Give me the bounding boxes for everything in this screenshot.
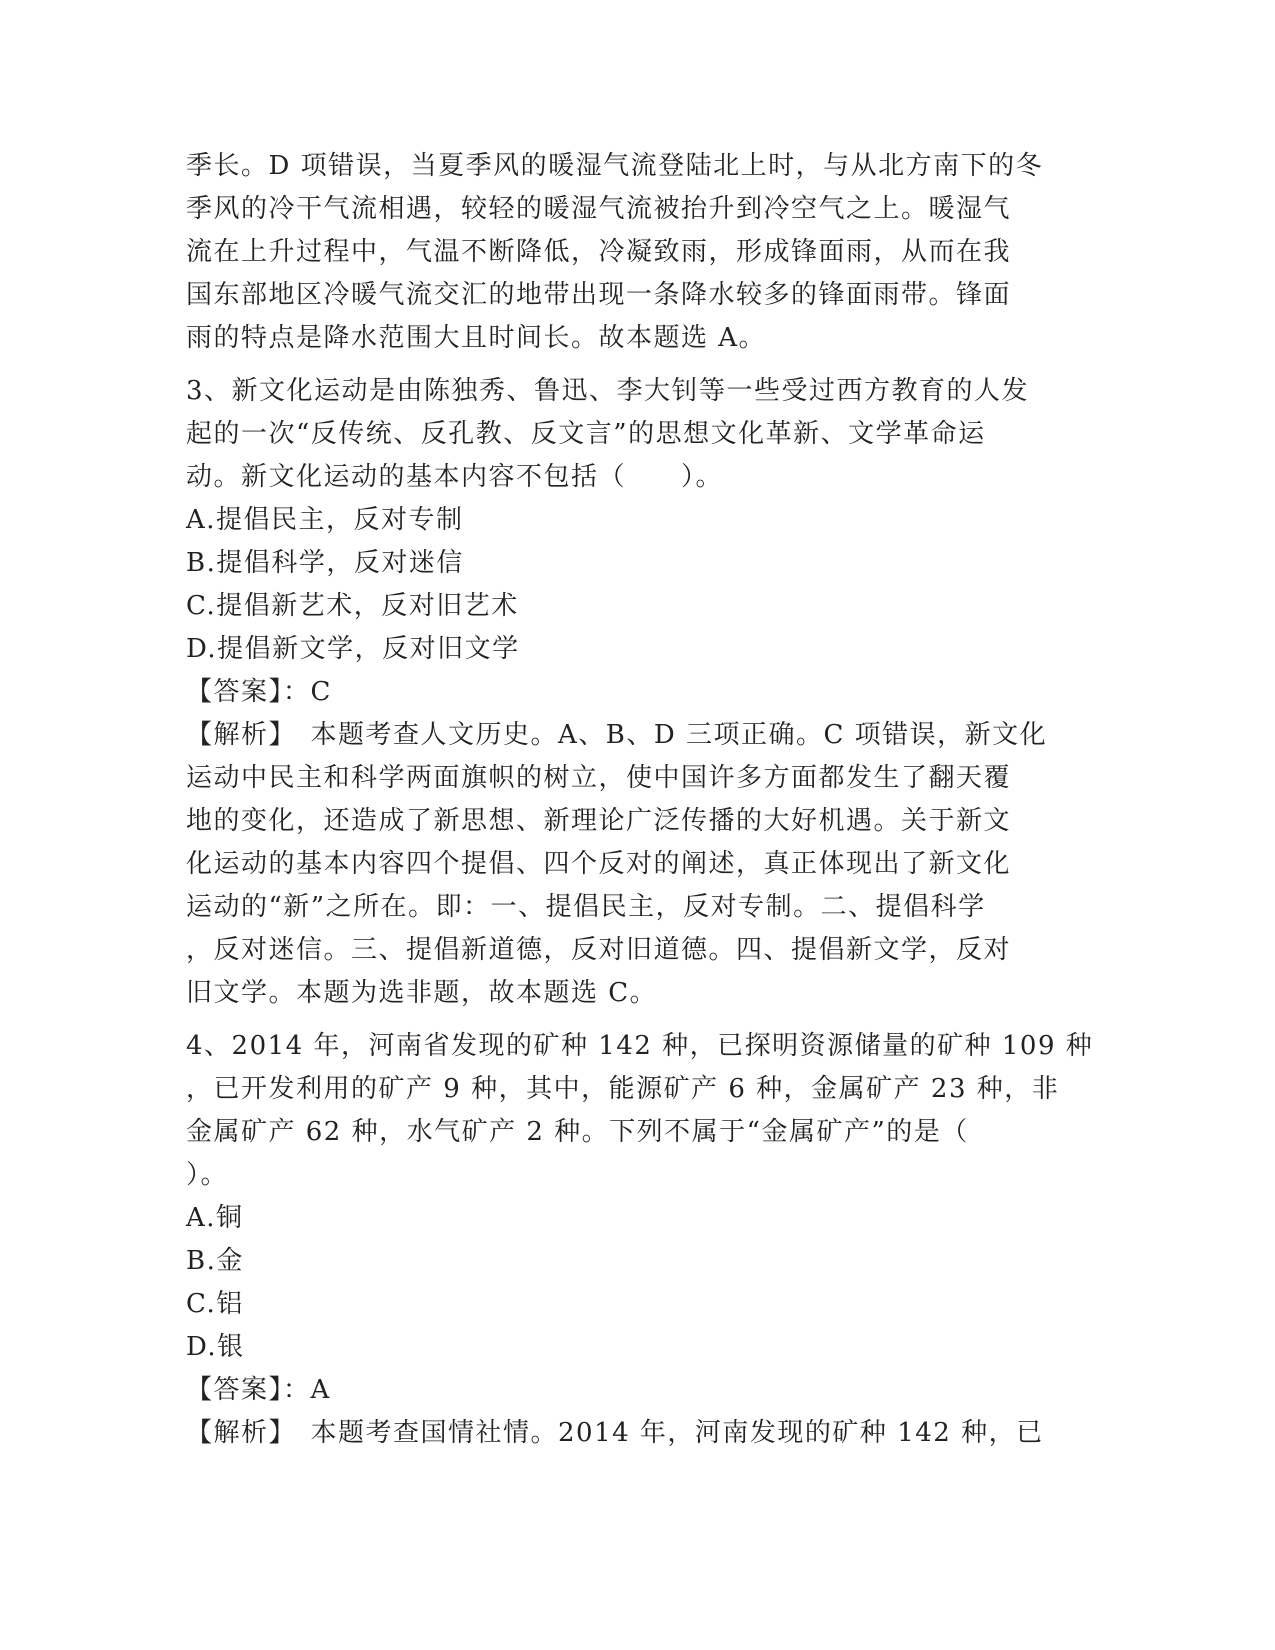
paragraph-gap <box>186 1015 1096 1025</box>
question-3-stem-line: 3、新文化运动是由陈独秀、鲁迅、李大钊等一些受过西方教育的人发 <box>186 376 1030 406</box>
continuation-line: 流在上升过程中，气温不断降低，冷凝致雨，形成锋面雨，从而在我 <box>186 237 1012 267</box>
question-3-stem-line: 起的一次“反传统、反孔教、反文言”的思想文化革新、文学革命运 <box>186 419 986 449</box>
continuation-line: 季长。D 项错误，当夏季风的暖湿气流登陆北上时，与从北方南下的冬 <box>186 151 1044 181</box>
question-4-stem-line: 4、2014 年，河南省发现的矿种 142 种，已探明资源储量的矿种 109 种 <box>186 1031 1094 1061</box>
question-4-stem-line: ，已开发利用的矿产 9 种，其中，能源矿产 6 种，金属矿产 23 种，非 <box>186 1074 1060 1104</box>
continuation-line: 雨的特点是降水范围大且时间长。故本题选 A。 <box>186 323 767 353</box>
question-3-analysis-line: 【解析】 本题考查人文历史。A、B、D 三项正确。C 项错误，新文化 <box>186 720 1048 750</box>
question-4-stem-line: 金属矿产 62 种，水气矿产 2 种。下列不属于“金属矿产”的是（ <box>186 1117 969 1147</box>
question-3-analysis-line: 地的变化，还造成了新思想、新理论广泛传播的大好机遇。关于新文 <box>186 806 1012 836</box>
continuation-line: 国东部地区冷暖气流交汇的地带出现一条降水较多的锋面雨带。锋面 <box>186 280 1012 310</box>
question-3-option-d: D.提倡新文学，反对旧文学 <box>186 634 520 664</box>
question-3-analysis-line: 运动的“新”之所在。即：一、提倡民主，反对专制。二、提倡科学 <box>186 892 986 922</box>
question-3-analysis-line: 运动中民主和科学两面旗帜的树立，使中国许多方面都发生了翻天覆 <box>186 763 1012 793</box>
question-4-answer: 【答案】：A <box>186 1375 331 1405</box>
paragraph-gap <box>186 360 1096 370</box>
page-content <box>186 145 1096 1455</box>
question-3-analysis-line: 旧文学。本题为选非题，故本题选 C。 <box>186 978 658 1008</box>
continuation-line: 季风的冷干气流相遇，较轻的暖湿气流被抬升到冷空气之上。暖湿气 <box>186 194 1012 224</box>
question-4-option-a: A.铜 <box>186 1203 244 1233</box>
question-4-stem-line: ）。 <box>186 1160 229 1190</box>
question-4-option-d: D.银 <box>186 1332 245 1362</box>
question-3-option-c: C.提倡新艺术，反对旧艺术 <box>186 591 519 621</box>
previous-analysis-continuation <box>186 145 1096 360</box>
question-4-option-c: C.铝 <box>186 1289 244 1319</box>
question-4-option-b: B.金 <box>186 1246 244 1276</box>
question-3-option-b: B.提倡科学，反对迷信 <box>186 548 464 578</box>
question-4 <box>186 1025 1096 1455</box>
question-4-analysis-line: 【解析】 本题考查国情社情。2014 年，河南发现的矿种 142 种，已 <box>186 1418 1044 1448</box>
question-3-answer: 【答案】：C <box>186 677 332 707</box>
question-3 <box>186 370 1096 1015</box>
question-3-option-a: A.提倡民主，反对专制 <box>186 505 464 535</box>
question-3-analysis-line: 化运动的基本内容四个提倡、四个反对的阐述，真正体现出了新文化 <box>186 849 1012 879</box>
question-3-analysis-line: ，反对迷信。三、提倡新道德，反对旧道德。四、提倡新文学，反对 <box>186 935 1012 965</box>
question-3-stem-line: 动。新文化运动的基本内容不包括（ ）。 <box>186 462 724 492</box>
